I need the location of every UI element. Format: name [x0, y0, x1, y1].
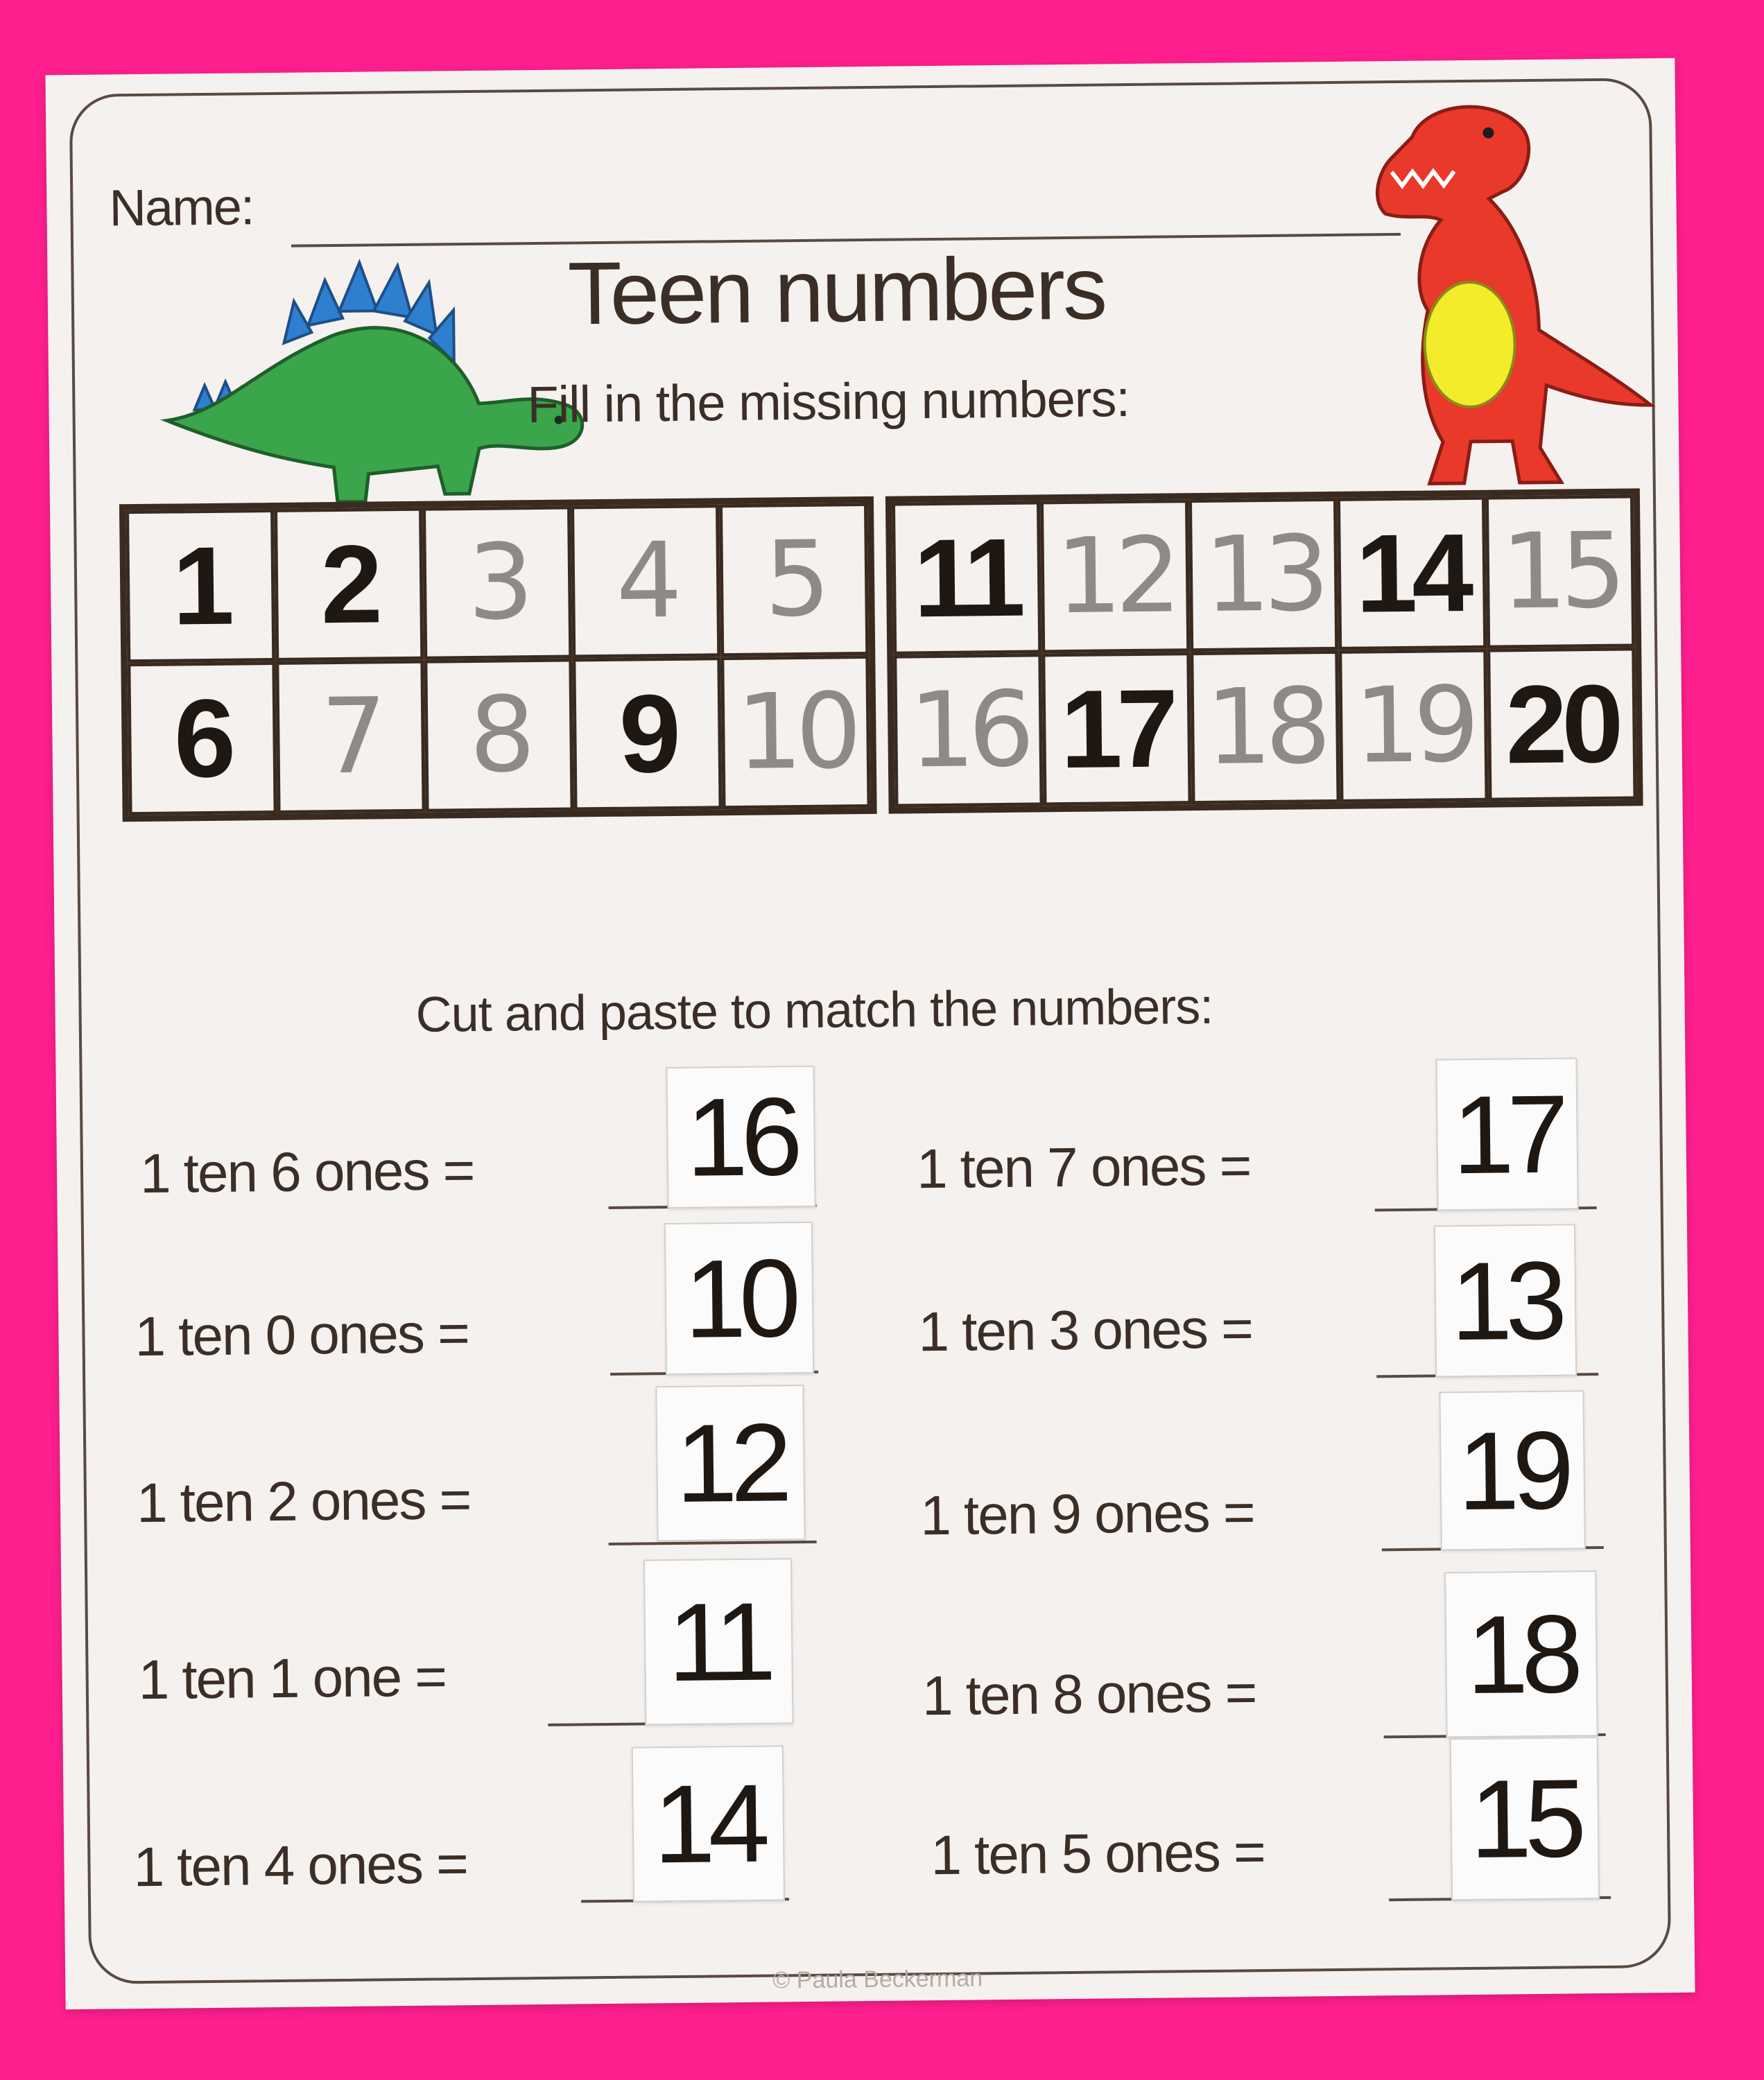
pasted-number-card[interactable]: 10 [664, 1222, 814, 1375]
grid-cell: 20 [1487, 647, 1636, 801]
pasted-number-card[interactable]: 17 [1435, 1057, 1578, 1211]
pasted-number-card[interactable]: 16 [666, 1066, 815, 1208]
page-title: Teen numbers [567, 239, 1106, 344]
grid-cell: 11 [892, 501, 1041, 655]
trex-illustration [1349, 79, 1673, 519]
grid-cell: 10 [720, 655, 870, 809]
trex-body [1376, 105, 1652, 484]
equation-label: 1 ten 9 ones = [919, 1481, 1255, 1547]
grid-cell: 5 [719, 503, 869, 657]
equation-label: 1 ten 8 ones = [922, 1661, 1256, 1727]
equation-label: 1 ten 6 ones = [139, 1138, 474, 1205]
pasted-number-card[interactable]: 14 [632, 1745, 785, 1902]
equation-label: 1 ten 7 ones = [916, 1134, 1251, 1200]
number-grid-1-to-10 [119, 496, 877, 822]
grid-cell: 17 [1041, 652, 1191, 806]
worksheet-paper [45, 58, 1695, 2009]
grid-cell: 15 [1485, 494, 1635, 648]
pasted-number-card[interactable]: 13 [1434, 1224, 1577, 1377]
equation-label: 1 ten 5 ones = [930, 1821, 1265, 1887]
pasted-number-card[interactable]: 15 [1450, 1737, 1600, 1900]
grid-cell: 9 [572, 657, 722, 811]
grid-cell: 2 [274, 508, 424, 661]
pasted-number-card[interactable]: 11 [643, 1558, 793, 1725]
grid-cell: 14 [1337, 496, 1487, 650]
grid-cell: 1 [126, 509, 275, 663]
equation-label: 1 ten 0 ones = [135, 1302, 469, 1368]
grid-cell: 3 [422, 505, 572, 659]
copyright-notice: © Paula Beckerman [772, 1965, 983, 1994]
grid-cell: 18 [1190, 650, 1340, 804]
grid-cell: 6 [127, 661, 277, 815]
grid-cell: 19 [1338, 649, 1488, 803]
stegosaurus-body [166, 326, 583, 504]
pasted-number-card[interactable]: 19 [1439, 1390, 1585, 1550]
cut-paste-instructions: Cut and paste to match the numbers: [415, 978, 1213, 1043]
grid-cell: 13 [1188, 498, 1338, 652]
grid-cell: 4 [571, 504, 720, 658]
grid-cell: 12 [1040, 499, 1190, 653]
pasted-number-card[interactable]: 12 [655, 1385, 805, 1541]
grid-cell: 8 [424, 658, 573, 812]
equation-label: 1 ten 1 one = [138, 1645, 447, 1711]
grid-cell: 7 [275, 660, 425, 814]
name-label: Name: [109, 177, 254, 237]
equation-label: 1 ten 3 ones = [918, 1297, 1253, 1363]
trex-belly [1424, 281, 1516, 407]
grid-cell: 16 [893, 653, 1043, 807]
pasted-number-card[interactable]: 18 [1444, 1570, 1598, 1737]
equation-label: 1 ten 2 ones = [136, 1468, 471, 1534]
equation-label: 1 ten 4 ones = [133, 1832, 468, 1898]
number-grid-11-to-20 [885, 488, 1643, 813]
page-subtitle: Fill in the missing numbers: [527, 370, 1130, 434]
